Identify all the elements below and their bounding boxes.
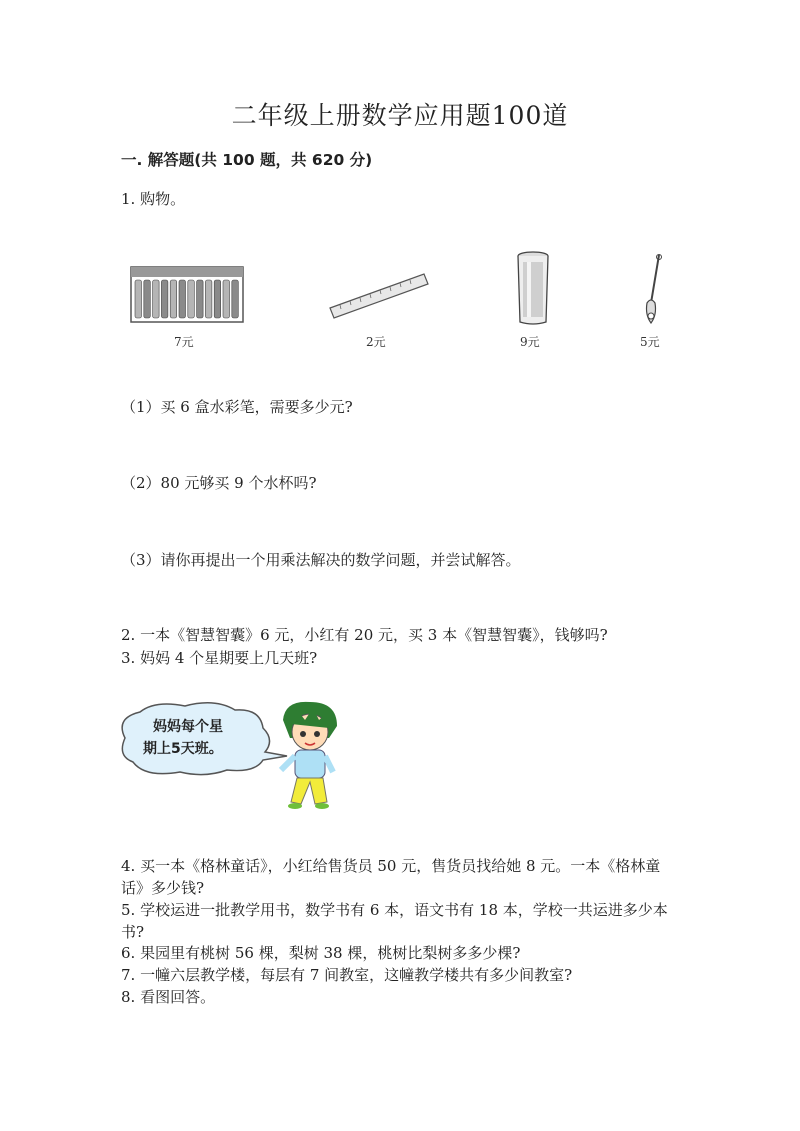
question-3: 3. 妈妈 4 个星期要上几天班? — [121, 649, 318, 667]
price-label-cup: 9元 — [520, 335, 540, 349]
price-label-pens: 7元 — [174, 335, 194, 349]
question-6: 6. 果园里有桃树 56 棵，梨树 38 棵，桃树比梨树多多少棵? — [121, 944, 521, 962]
question-5: 5. 学校运进一批教学用书，数学书有 6 本，语文书有 18 本，学校一共运进多少本书? — [121, 901, 668, 941]
question-4: 4. 买一本《格林童话》，小红给售货员 50 元，售货员找给她 8 元。一本《格林童话》多少钱? — [121, 857, 661, 897]
question-1: 1. 购物。 — [121, 190, 186, 208]
boy-with-speech-bubble-image — [115, 698, 365, 817]
question-1-part-3: （3）请你再提出一个用乘法解决的数学问题，并尝试解答。 — [121, 551, 521, 569]
price-label-brush: 5元 — [640, 335, 660, 349]
question-7: 7. 一幢六层教学楼，每层有 7 间教室，这幢教学楼共有多少间教室? — [121, 966, 573, 984]
watercolor-pens-image — [130, 252, 244, 328]
bubble-line-1: 妈妈每个星 — [153, 719, 223, 735]
cup-image — [515, 250, 551, 330]
question-1-part-1: （1）买 6 盒水彩笔，需要多少元? — [121, 398, 353, 416]
question-2: 2. 一本《智慧智囊》6 元，小红有 20 元，买 3 本《智慧智囊》，钱够吗? — [121, 626, 608, 644]
page-title: 二年级上册数学应用题100道 — [231, 101, 569, 130]
brush-image — [637, 253, 667, 331]
question-8: 8. 看图回答。 — [121, 988, 216, 1006]
question-1-part-2: （2）80 元够买 9 个水杯吗? — [121, 474, 317, 492]
ruler-image — [328, 270, 430, 324]
bubble-line-2: 期上5天班。 — [143, 741, 223, 757]
price-label-ruler: 2元 — [366, 335, 386, 349]
section-heading: 一. 解答题(共 100 题，共 620 分) — [121, 151, 373, 169]
